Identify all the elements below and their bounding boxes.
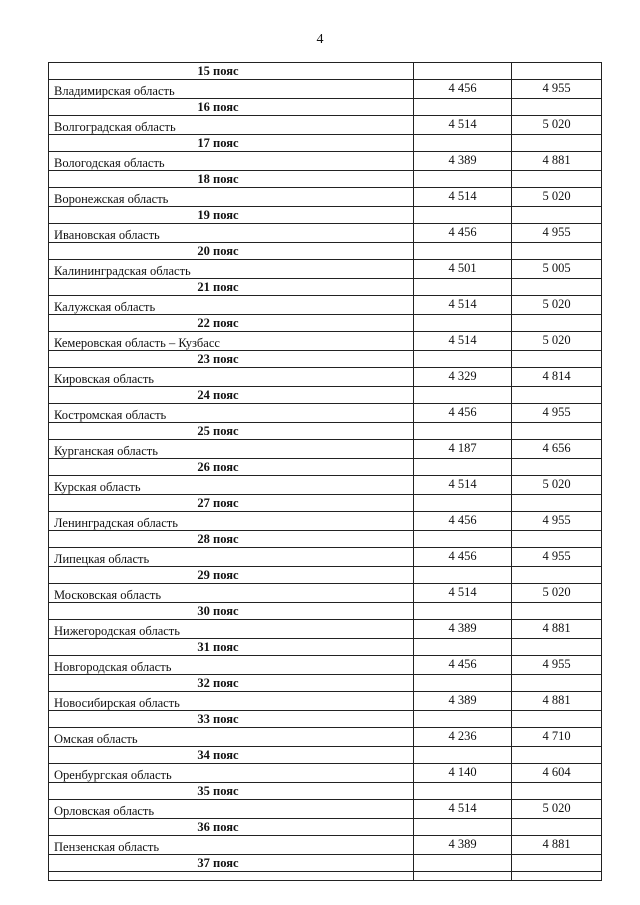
empty-cell	[414, 567, 512, 584]
zone-label: 19 пояс	[197, 208, 239, 222]
region-name: Владимирская область	[49, 80, 414, 99]
region-name: Кемеровская область – Кузбасс	[49, 332, 414, 351]
value-1: 4 514	[414, 476, 512, 495]
region-name: Курганская область	[49, 440, 414, 459]
empty-cell	[414, 243, 512, 260]
zone-cell	[49, 567, 414, 584]
zone-label: 21 пояс	[197, 280, 239, 294]
region-row	[49, 440, 602, 459]
region-name: Ленинградская область	[49, 512, 414, 531]
value-1: 4 456	[414, 404, 512, 423]
empty-cell	[414, 495, 512, 512]
zone-label: 23 пояс	[197, 352, 239, 366]
zone-row	[49, 855, 602, 872]
region-row	[49, 584, 602, 603]
zone-row	[49, 531, 602, 548]
region-name: Орловская область	[49, 800, 414, 819]
zone-cell	[49, 855, 414, 872]
zones-table	[48, 62, 602, 881]
zone-label: 27 пояс	[197, 496, 239, 510]
value-1: 4 456	[414, 548, 512, 567]
region-name: Ивановская область	[49, 224, 414, 243]
zone-cell	[49, 603, 414, 620]
value-2: 4 881	[512, 692, 602, 711]
zone-cell	[49, 747, 414, 764]
empty-cell	[414, 387, 512, 404]
zone-cell	[49, 819, 414, 836]
zone-row	[49, 351, 602, 368]
value-2: 4 604	[512, 764, 602, 783]
region-name: Омская область	[49, 728, 414, 747]
zone-row	[49, 243, 602, 260]
region-row	[49, 548, 602, 567]
region-name: Новосибирская область	[49, 692, 414, 711]
zone-label: 18 пояс	[197, 172, 239, 186]
empty-cell	[512, 99, 602, 116]
empty-cell	[512, 747, 602, 764]
value-2: 4 955	[512, 224, 602, 243]
value-1: 4 389	[414, 836, 512, 855]
value-1: 4 456	[414, 656, 512, 675]
value-2: 4 955	[512, 80, 602, 99]
region-row	[49, 476, 602, 495]
zone-cell	[49, 495, 414, 512]
value-2: 4 710	[512, 728, 602, 747]
zone-row	[49, 711, 602, 728]
region-row	[49, 188, 602, 207]
value-1: 4 187	[414, 440, 512, 459]
region-name: Костромская область	[49, 404, 414, 423]
zone-cell	[49, 387, 414, 404]
empty-cell	[512, 279, 602, 296]
value-2: 4 955	[512, 548, 602, 567]
zone-row	[49, 135, 602, 152]
value-1: 4 456	[414, 224, 512, 243]
zone-label: 22 пояс	[197, 316, 239, 330]
zone-cell	[49, 315, 414, 332]
empty-cell	[512, 783, 602, 800]
empty-cell	[512, 387, 602, 404]
value-1: 4 329	[414, 368, 512, 387]
zone-label: 15 пояс	[197, 64, 239, 78]
region-row	[49, 80, 602, 99]
empty-cell	[512, 207, 602, 224]
empty-cell	[512, 495, 602, 512]
value-2: 4 656	[512, 440, 602, 459]
trailing-row	[49, 872, 602, 881]
page-number: 4	[316, 32, 324, 47]
zone-label: 24 пояс	[197, 388, 239, 402]
zone-cell	[49, 63, 414, 80]
empty-cell	[414, 459, 512, 476]
zone-cell	[49, 711, 414, 728]
zone-cell	[49, 279, 414, 296]
region-row	[49, 296, 602, 315]
value-2: 4 814	[512, 368, 602, 387]
empty-cell	[414, 315, 512, 332]
region-row	[49, 764, 602, 783]
value-1: 4 140	[414, 764, 512, 783]
value-2: 4 881	[512, 620, 602, 639]
zone-row	[49, 459, 602, 476]
empty-cell	[414, 135, 512, 152]
empty-cell	[512, 819, 602, 836]
empty-cell	[414, 423, 512, 440]
zone-label: 28 пояс	[197, 532, 239, 546]
region-name: Курская область	[49, 476, 414, 495]
zone-cell	[49, 423, 414, 440]
empty-cell	[414, 531, 512, 548]
region-name: Кировская область	[49, 368, 414, 387]
region-name: Нижегородская область	[49, 620, 414, 639]
region-name: Вологодская область	[49, 152, 414, 171]
region-row	[49, 224, 602, 243]
region-name: Московская область	[49, 584, 414, 603]
zone-row	[49, 747, 602, 764]
zone-label: 33 пояс	[197, 712, 239, 726]
empty-cell	[414, 639, 512, 656]
empty-cell	[414, 63, 512, 80]
value-2: 5 020	[512, 332, 602, 351]
region-row	[49, 332, 602, 351]
zone-label: 37 пояс	[197, 856, 239, 870]
region-name: Волгоградская область	[49, 116, 414, 135]
zone-row	[49, 279, 602, 296]
value-1: 4 514	[414, 800, 512, 819]
value-1: 4 236	[414, 728, 512, 747]
empty-cell	[414, 711, 512, 728]
empty-cell	[512, 675, 602, 692]
zone-label: 16 пояс	[197, 100, 239, 114]
empty-cell	[512, 603, 602, 620]
value-2: 4 955	[512, 512, 602, 531]
zone-row	[49, 783, 602, 800]
empty-cell	[414, 207, 512, 224]
empty-cell	[512, 711, 602, 728]
empty-cell	[512, 855, 602, 872]
region-row	[49, 116, 602, 135]
zone-row	[49, 495, 602, 512]
empty-cell	[414, 171, 512, 188]
region-name: Оренбургская область	[49, 764, 414, 783]
zone-cell	[49, 459, 414, 476]
value-2: 5 020	[512, 296, 602, 315]
zone-row	[49, 387, 602, 404]
zone-cell	[49, 783, 414, 800]
value-1: 4 501	[414, 260, 512, 279]
zone-cell	[49, 531, 414, 548]
region-name: Калининградская область	[49, 260, 414, 279]
value-2: 5 020	[512, 584, 602, 603]
region-row	[49, 260, 602, 279]
zone-row	[49, 675, 602, 692]
zone-row	[49, 315, 602, 332]
zone-label: 26 пояс	[197, 460, 239, 474]
empty-cell	[414, 603, 512, 620]
empty-cell	[512, 567, 602, 584]
region-row	[49, 800, 602, 819]
zone-cell	[49, 675, 414, 692]
empty-cell	[512, 243, 602, 260]
value-2: 5 020	[512, 188, 602, 207]
zone-row	[49, 207, 602, 224]
empty-cell	[512, 315, 602, 332]
zone-row	[49, 423, 602, 440]
empty-cell	[414, 351, 512, 368]
value-2: 4 881	[512, 836, 602, 855]
empty-cell	[512, 639, 602, 656]
value-1: 4 514	[414, 296, 512, 315]
zone-row	[49, 99, 602, 116]
zone-cell	[49, 135, 414, 152]
zone-label: 17 пояс	[197, 136, 239, 150]
value-1: 4 514	[414, 584, 512, 603]
empty-cell	[414, 99, 512, 116]
region-name: Пензенская область	[49, 836, 414, 855]
value-2: 5 020	[512, 800, 602, 819]
empty-cell	[414, 872, 512, 881]
zone-row	[49, 639, 602, 656]
empty-cell	[512, 459, 602, 476]
zone-row	[49, 567, 602, 584]
zone-label: 29 пояс	[197, 568, 239, 582]
value-1: 4 389	[414, 620, 512, 639]
zones-table-body	[49, 63, 602, 881]
region-row	[49, 692, 602, 711]
zone-cell	[49, 171, 414, 188]
region-row	[49, 512, 602, 531]
zone-row	[49, 819, 602, 836]
zone-cell	[49, 243, 414, 260]
region-row	[49, 836, 602, 855]
empty-cell	[414, 747, 512, 764]
value-2: 5 020	[512, 476, 602, 495]
region-row	[49, 368, 602, 387]
zone-row	[49, 63, 602, 80]
empty-cell	[512, 531, 602, 548]
zone-cell	[49, 207, 414, 224]
region-row	[49, 656, 602, 675]
value-2: 4 881	[512, 152, 602, 171]
region-row	[49, 620, 602, 639]
empty-cell	[414, 675, 512, 692]
value-2: 5 005	[512, 260, 602, 279]
zone-cell	[49, 639, 414, 656]
value-1: 4 389	[414, 152, 512, 171]
value-1: 4 514	[414, 116, 512, 135]
region-row	[49, 152, 602, 171]
zone-cell	[49, 351, 414, 368]
empty-cell	[414, 783, 512, 800]
value-1: 4 456	[414, 80, 512, 99]
empty-cell	[512, 63, 602, 80]
region-name: Воронежская область	[49, 188, 414, 207]
value-2: 4 955	[512, 404, 602, 423]
value-1: 4 514	[414, 332, 512, 351]
region-row	[49, 728, 602, 747]
region-row	[49, 404, 602, 423]
empty-cell	[414, 819, 512, 836]
zone-cell	[49, 99, 414, 116]
region-name: Калужская область	[49, 296, 414, 315]
zone-label: 32 пояс	[197, 676, 239, 690]
zone-label: 34 пояс	[197, 748, 239, 762]
value-2: 5 020	[512, 116, 602, 135]
zone-row	[49, 603, 602, 620]
empty-cell	[512, 351, 602, 368]
zone-label: 20 пояс	[197, 244, 239, 258]
value-2: 4 955	[512, 656, 602, 675]
empty-cell	[512, 135, 602, 152]
value-1: 4 514	[414, 188, 512, 207]
empty-cell	[414, 279, 512, 296]
value-1: 4 389	[414, 692, 512, 711]
empty-cell	[414, 855, 512, 872]
zone-label: 36 пояс	[197, 820, 239, 834]
empty-cell	[512, 872, 602, 881]
zone-label: 31 пояс	[197, 640, 239, 654]
zone-label: 25 пояс	[197, 424, 239, 438]
empty-cell	[512, 423, 602, 440]
zone-label: 30 пояс	[197, 604, 239, 618]
zone-row	[49, 171, 602, 188]
region-name: Новгородская область	[49, 656, 414, 675]
empty-cell	[49, 872, 414, 881]
zone-label: 35 пояс	[197, 784, 239, 798]
region-name: Липецкая область	[49, 548, 414, 567]
empty-cell	[512, 171, 602, 188]
value-1: 4 456	[414, 512, 512, 531]
